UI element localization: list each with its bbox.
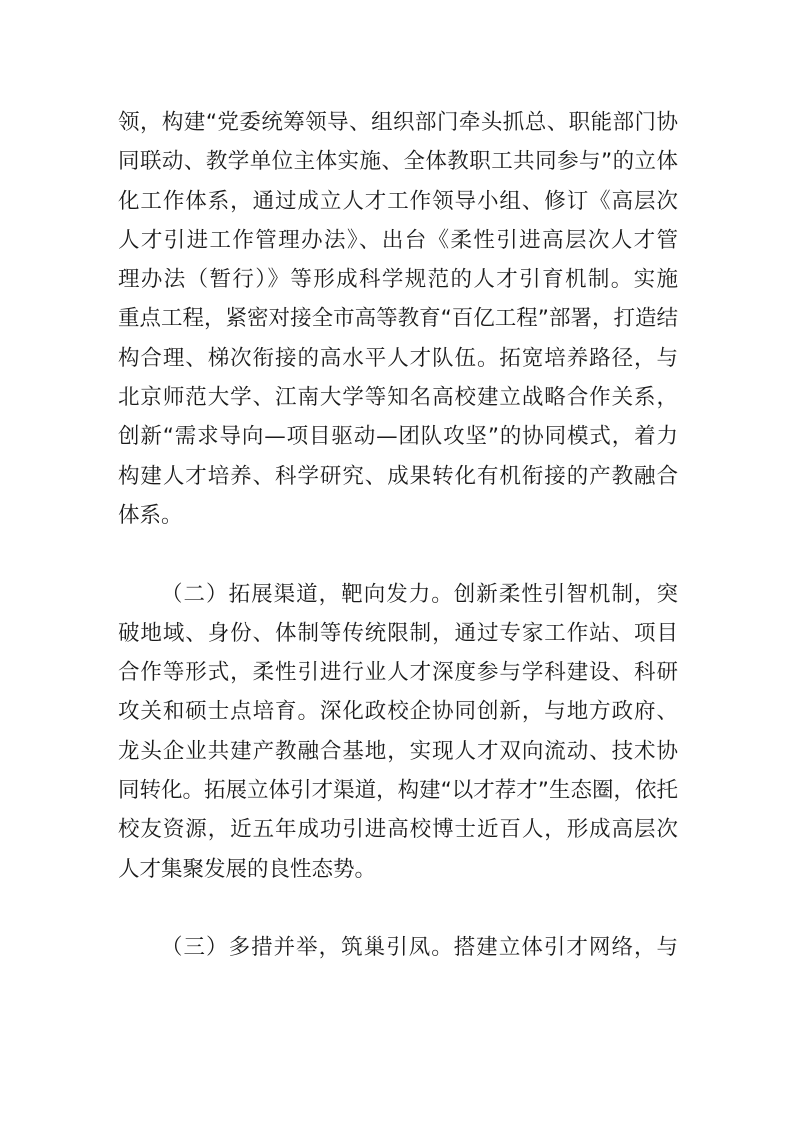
- paragraph-2-line-5: 龙头企业共建产教融合基地，实现人才双向流动、技术协: [118, 738, 678, 764]
- paragraph-1-line-3: 化工作体系，通过成立人才工作领导小组、修订《高层次: [118, 188, 678, 214]
- paragraph-1-line-1: 领，构建“党委统筹领导、组织部门牵头抓总、职能部门协: [118, 110, 678, 135]
- paragraph-1-line-4: 人才引进工作管理办法》、出台《柔性引进高层次人才管: [118, 227, 678, 253]
- paragraph-2-line-7: 校友资源，近五年成功引进高校博士近百人，形成高层次: [118, 817, 678, 843]
- paragraph-3-line-1: （三）多措并举，筑巢引凤。搭建立体引才网络，与: [161, 935, 678, 961]
- paragraph-1-line-10: 构建人才培养、科学研究、成果转化有机衔接的产教融合: [118, 463, 678, 489]
- paragraph-2-line-3: 合作等形式，柔性引进行业人才深度参与学科建设、科研: [118, 660, 678, 686]
- paragraph-2-line-1: （二）拓展渠道，靶向发力。创新柔性引智机制，突: [161, 581, 678, 607]
- paragraph-gap: [118, 535, 678, 574]
- paragraph-1-line-8: 北京师范大学、江南大学等知名高校建立战略合作关系，: [118, 385, 678, 411]
- paragraph-1-line-11: 体系。: [118, 502, 183, 528]
- paragraph-2-line-2: 破地域、身份、体制等传统限制，通过专家工作站、项目: [118, 620, 678, 646]
- paragraph-gap: [118, 889, 678, 928]
- paragraph-1-line-6: 重点工程，紧密对接全市高等教育“百亿工程”部署，打造结: [118, 306, 678, 332]
- paragraph-2-line-6: 同转化。拓展立体引才渠道，构建“以才荐才”生态圈，依托: [118, 778, 678, 804]
- paragraph-1-line-5: 理办法（暂行）》等形成科学规范的人才引育机制。实施: [118, 267, 678, 293]
- paragraph-1-line-7: 构合理、梯次衔接的高水平人才队伍。拓宽培养路径，与: [118, 345, 678, 371]
- body-text: [118, 103, 678, 968]
- paragraph-1-line-9: 创新“需求导向—项目驱动—团队攻坚”的协同模式，着力: [118, 424, 678, 450]
- paragraph-1-line-2: 同联动、教学单位主体实施、全体教职工共同参与”的立体: [118, 149, 678, 175]
- paragraph-2-line-4: 攻关和硕士点培育。深化政校企协同创新，与地方政府、: [118, 699, 678, 725]
- paragraph-2-line-8: 人才集聚发展的良性态势。: [118, 856, 377, 882]
